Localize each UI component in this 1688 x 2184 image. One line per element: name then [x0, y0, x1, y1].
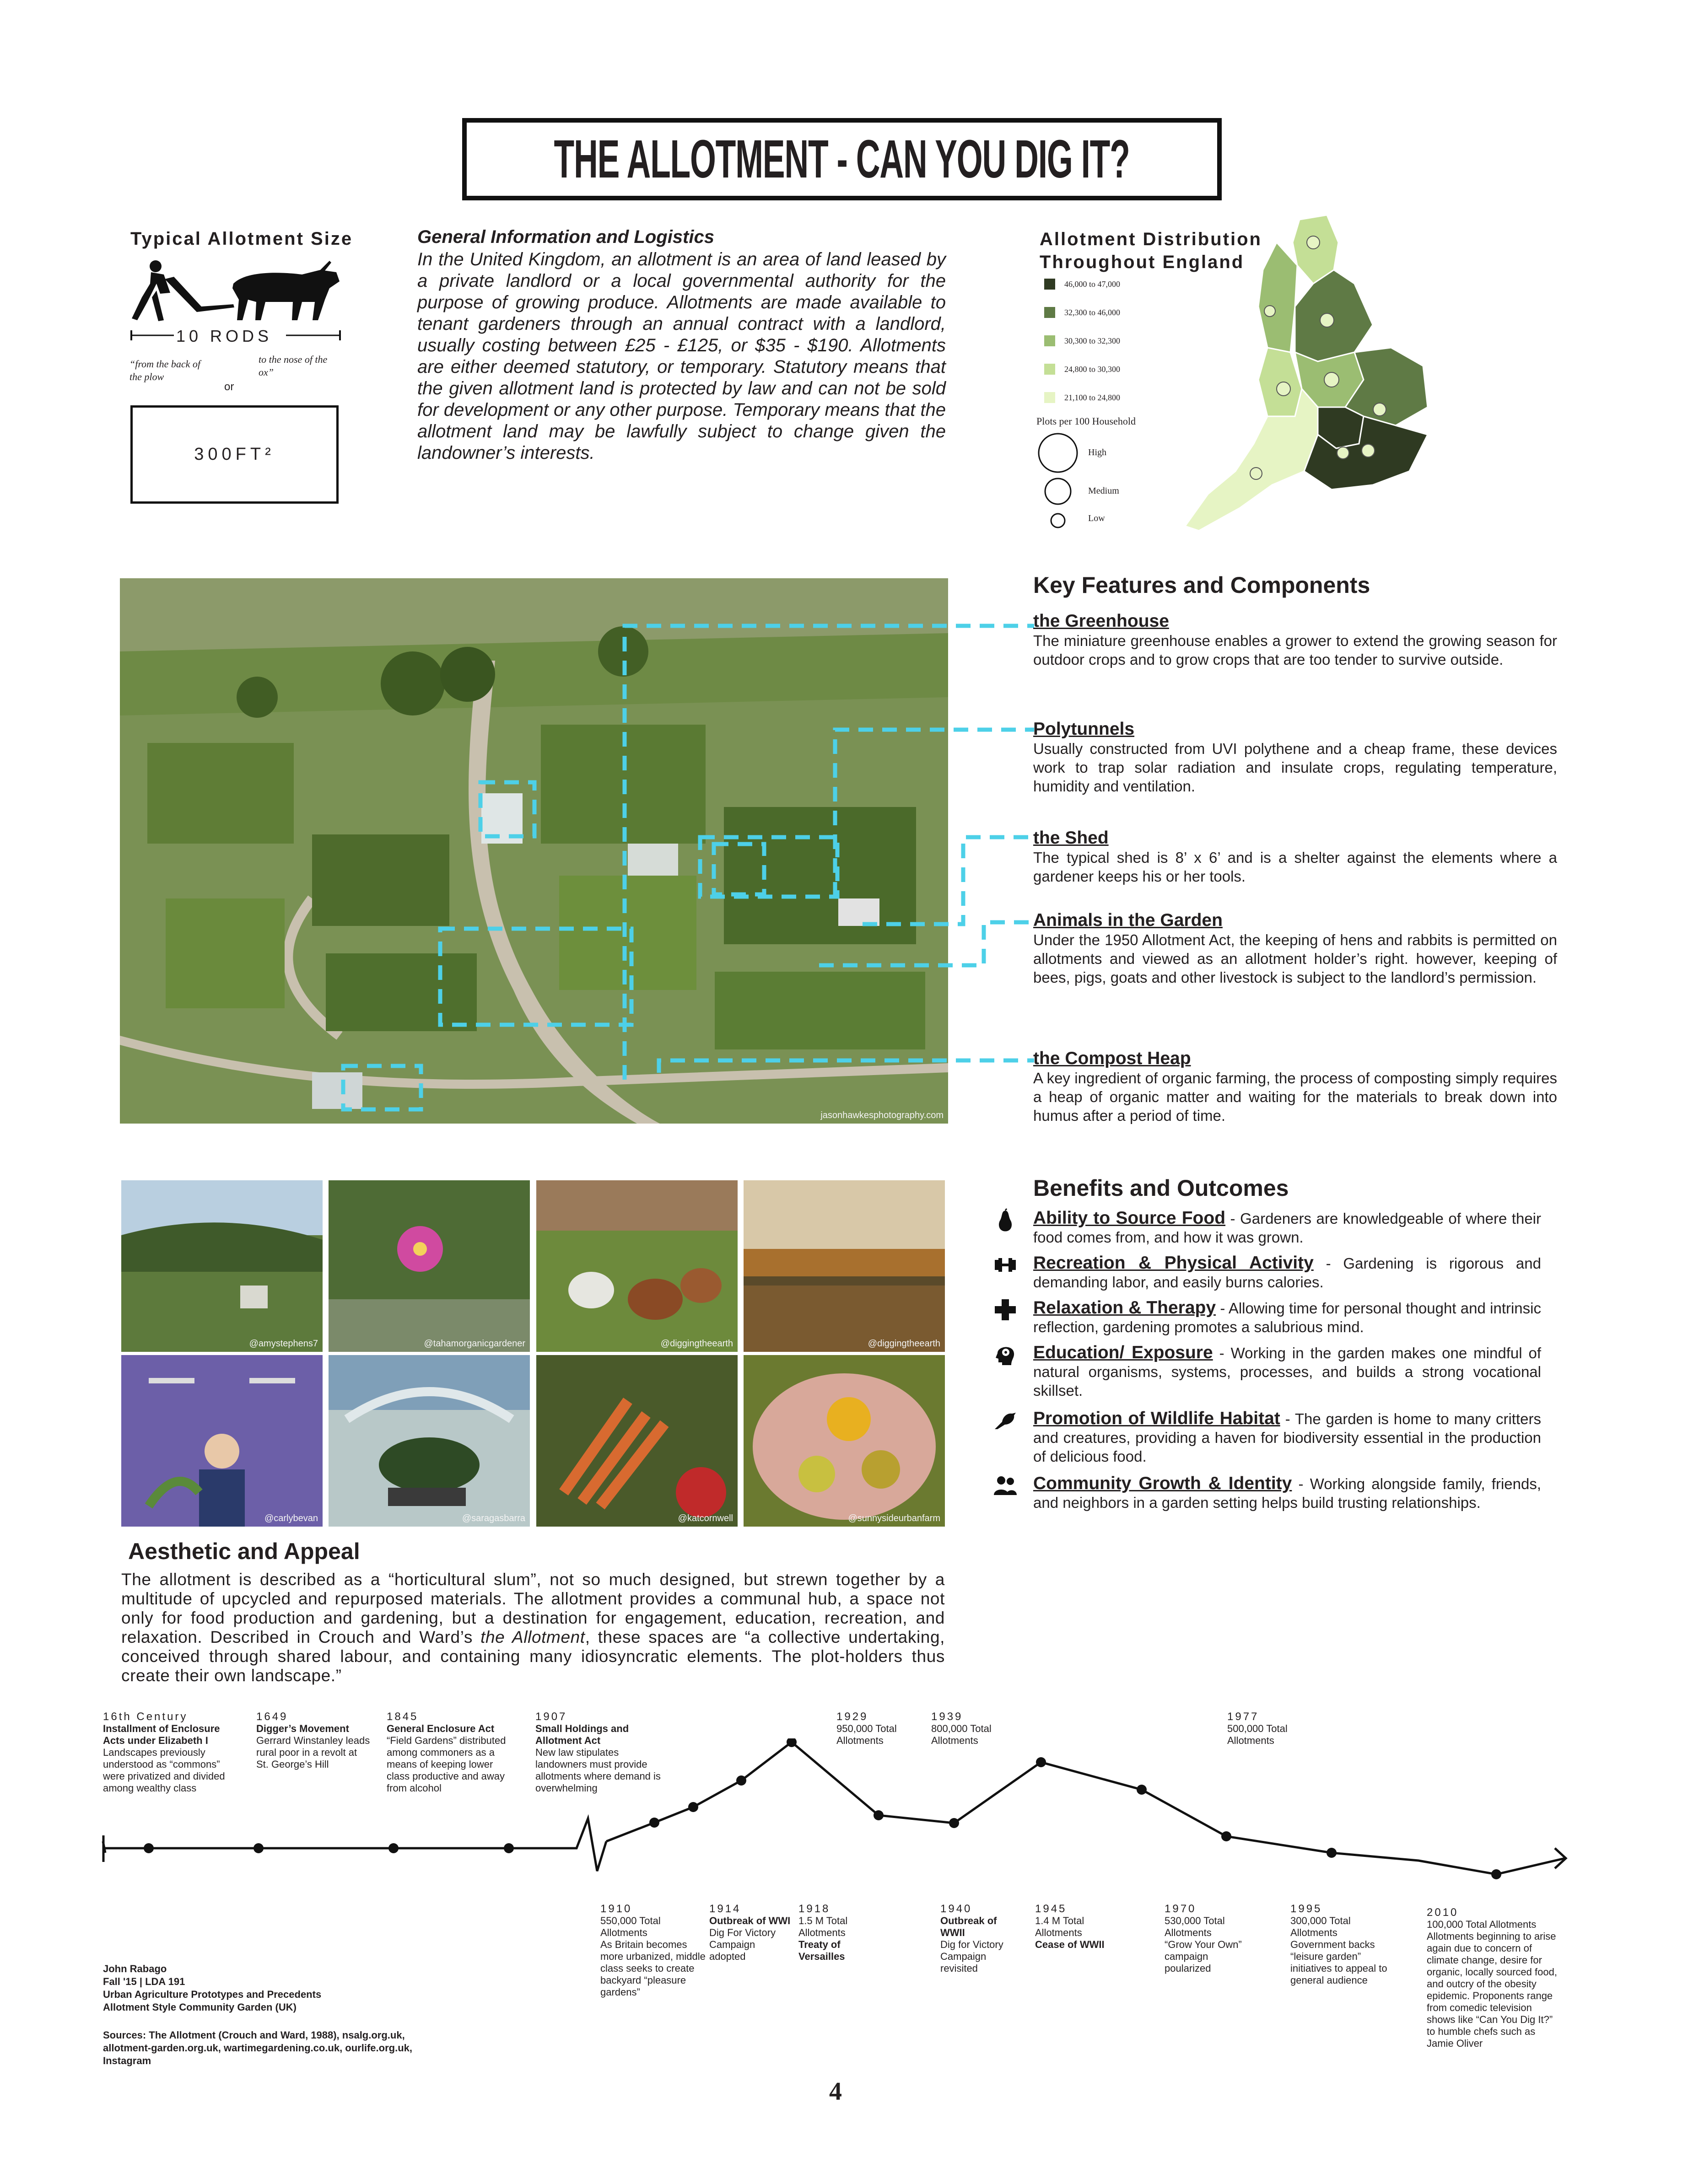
tl-top-1845 [387, 1711, 517, 1794]
tl-dot [388, 1843, 399, 1853]
size-heading: Typical Allotment Size [130, 229, 353, 249]
photo-6 [329, 1355, 530, 1527]
tl-top-1649 [256, 1711, 371, 1770]
aerial-credit: jasonhawkesphotography.com [820, 1110, 944, 1120]
plots-circles [1034, 430, 1084, 531]
brain-head-icon [993, 1342, 1018, 1367]
timeline-chart [0, 1738, 1688, 1921]
legend-row [1044, 270, 1120, 298]
legend-row [1044, 298, 1120, 327]
tl-title: Digger’s Movement [256, 1723, 349, 1734]
photo-credit: @diggingtheearth [868, 1339, 940, 1349]
tl-year: 1940 [940, 1903, 972, 1915]
legend-swatch [1044, 279, 1055, 290]
photo-4-art [744, 1180, 945, 1352]
photo-7 [536, 1355, 738, 1527]
legend-swatch [1044, 364, 1055, 375]
photo-credit: @diggingtheearth [660, 1339, 733, 1349]
general-heading: General Information and Logistics [417, 227, 714, 247]
feature-title: Animals in the Garden [1033, 910, 1223, 930]
feature-polytunnels [1033, 719, 1557, 796]
photo-credit: @katcornwell [678, 1513, 733, 1523]
tl-title: Small Holdings and Allotment Act [535, 1723, 629, 1746]
benefits-heading: Benefits and Outcomes [1033, 1175, 1289, 1201]
feature-compost [1033, 1049, 1557, 1125]
benefit-title: Education/ Exposure [1033, 1343, 1213, 1362]
tl-year: 1977 [1227, 1711, 1259, 1723]
photo-credit: @sunnysideurbanfarm [848, 1513, 940, 1523]
tl-text: 1.5 M Total Allotments [798, 1915, 848, 1938]
tl-dot [144, 1843, 154, 1853]
benefit-wildlife: Promotion of Wildlife Habitat - The garden is home to many critters and creatures, providing a haven for biodiversity essential in the production of delicious food. [1033, 1409, 1541, 1465]
feature-title: the Compost Heap [1033, 1049, 1191, 1068]
aesthetic-heading: Aesthetic and Appeal [128, 1538, 360, 1564]
tl-dot [649, 1818, 659, 1828]
people-icon [993, 1473, 1018, 1498]
tl-sub: Dig For Victory Campaign adopted [709, 1927, 776, 1962]
credit-class: Urban Agriculture Prototypes and Precedents [103, 1989, 322, 2000]
tl-year: 1845 [387, 1711, 419, 1723]
tl-dot [1491, 1869, 1501, 1879]
tl-dot [736, 1775, 746, 1786]
photo-5 [121, 1355, 323, 1527]
feature-title: Polytunnels [1033, 719, 1135, 739]
quote-right: to the nose of the ox” [259, 354, 328, 378]
tl-text: 500,000 Total Allotments [1227, 1723, 1288, 1746]
photo-credit: @saragasbarra [462, 1513, 525, 1523]
photo-3-art [536, 1180, 738, 1352]
feature-animals [1033, 910, 1557, 987]
tl-title: General Enclosure Act [387, 1723, 495, 1734]
title-box [462, 118, 1222, 200]
page-title: THE ALLOTMENT - CAN YOU DIG IT? [554, 129, 1130, 189]
legend-label: 32,300 to 46,000 [1064, 307, 1121, 317]
legend-swatch [1044, 392, 1055, 403]
tl-top-1907 [535, 1711, 673, 1794]
tl-bottom-1995 [1290, 1903, 1391, 1986]
feature-text: Usually constructed from UVI polythene and a cheap frame, these devices work to trap solar radiation and insulate crops, regulating temperature, humidity and ventilation. [1033, 740, 1557, 795]
legend-label: 30,300 to 32,300 [1064, 336, 1121, 345]
photo-5-art [121, 1355, 323, 1527]
credits-block [103, 1963, 423, 2014]
tl-text: Landscapes previously understood as “commons” were privatized and divided among wealthy class [103, 1747, 225, 1794]
credits-sources: Sources: The Allotment (Crouch and Ward, 1988), nsalg.org.uk, allotment-garden.org.uk, wartimegardening.co.uk, ourlife.org.uk, Instagram [103, 2029, 412, 2066]
benefit-text: Working alongside family, friends, and neighbors in a garden setting helps build trusting relationships. [1033, 1475, 1542, 1511]
photo-credit: @tahamorganicgardener [424, 1339, 525, 1349]
tl-top-16th [103, 1711, 240, 1794]
benefit-education: Education/ Exposure - Working in the garden makes one mindful of natural organisms, systems, processes, and builds a strong vocational skillset. [1033, 1343, 1542, 1399]
tl-bottom-1910 [600, 1903, 708, 1998]
plots-heading: Plots per 100 Household [1036, 415, 1136, 427]
photo-1 [121, 1180, 323, 1352]
tl-text: “Field Gardens” distributed among commoners as a means of keeping lower class productive and away from alcohol [387, 1735, 506, 1794]
feature-text: The typical shed is 8’ x 6’ and is a shelter against the elements where a gardener keeps his or her tools. [1033, 849, 1557, 885]
plow-ox-icon [128, 256, 343, 325]
region-north-west [1258, 242, 1297, 352]
aerial-photo [120, 578, 948, 1124]
photo-8 [744, 1355, 945, 1527]
tl-bottom-1940 [940, 1903, 1023, 1974]
feature-title: the Greenhouse [1033, 611, 1169, 631]
tl-text: 530,000 Total Allotments [1165, 1915, 1225, 1938]
tl-sub: Treaty of Versailles [798, 1939, 845, 1962]
photo-4 [744, 1180, 945, 1352]
benefit-text: Gardening is rigorous and demanding labor, and easily burns calories. [1033, 1255, 1541, 1291]
tl-text: 300,000 Total Allotments [1290, 1915, 1351, 1938]
tl-top-1977 [1227, 1711, 1319, 1747]
feature-text: Under the 1950 Allotment Act, the keeping of hens and rabbits is permitted on allotments and viewed as an allotment holder’s right. however, keeping of bees, pigs, goats and other livestock is subject to the landlord’s permission. [1033, 931, 1557, 986]
benefit-text: The garden is home to many critters and creatures, providing a haven for biodiversity essential in the production of delicious food. [1033, 1410, 1541, 1465]
tl-dot [1137, 1785, 1147, 1795]
benefit-text: Gardeners are knowledgeable of where their food comes from, and how it was grown. [1033, 1210, 1542, 1246]
tl-year: 1649 [256, 1711, 288, 1723]
aesthetic-text-em: the Allotment [480, 1628, 585, 1646]
photo-1-art [121, 1180, 323, 1352]
tl-text: 100,000 Total Allotments [1427, 1919, 1537, 1930]
pear-icon [993, 1208, 1018, 1232]
plot-low: Low [1088, 513, 1105, 523]
tl-text: Gerrard Winstanley leads rural poor in a revolt at St. George’s Hill [256, 1735, 370, 1770]
region-south-west [1185, 389, 1318, 531]
tl-sub: As Britain becomes more urbanized, middle class seeks to create backyard “pleasure gardens” [600, 1939, 706, 1998]
feature-text: The miniature greenhouse enables a grower to extend the growing season for outdoor crops and to grow crops that are too tender to survive outside. [1033, 632, 1557, 668]
tl-text: 1.4 M Total Allotments [1035, 1915, 1084, 1938]
benefit-title: Community Growth & Identity [1033, 1474, 1292, 1493]
region-yorkshire [1295, 270, 1373, 361]
tl-bottom-1945 [1035, 1903, 1127, 1951]
page-number: 4 [829, 2077, 842, 2106]
allotment-trend-line [606, 1742, 1565, 1874]
tl-dot [688, 1802, 698, 1812]
timeline-break [103, 1818, 606, 1871]
quote-left: “from the back of the plow [129, 358, 200, 382]
photo-2-art [329, 1180, 530, 1352]
tl-sub: Government backs “leisure garden” initiatives to appeal to general audience [1290, 1939, 1387, 1986]
legend-label: 24,800 to 30,300 [1064, 364, 1121, 374]
feature-shed [1033, 828, 1557, 886]
area-label: 300FT² [194, 445, 275, 464]
aesthetic-text-a: The allotment is described as a “horticultural slum”, not so much designed, but strewn together by a multitude of upcycled and repurposed materials. The allotment provides a communal hub, a space not only for food production and gardening, but a destination for engagement, education, recreation, and relaxation. Described in Crouch and Ward’s [121, 1570, 945, 1646]
map-heading-line1: Allotment Distribution [1040, 229, 1262, 249]
credit-course: Fall '15 | LDA 191 [103, 1976, 185, 1987]
tl-bottom-1914 [709, 1903, 792, 1963]
tl-dot [1036, 1757, 1046, 1767]
benefit-recreation: Recreation & Physical Activity - Gardening is rigorous and demanding labor, and easily burns calories. [1033, 1253, 1541, 1291]
bird-icon [993, 1408, 1018, 1433]
tl-bottom-2010 [1427, 1907, 1559, 2050]
england-map [1181, 215, 1451, 535]
tl-year: 1970 [1165, 1903, 1197, 1915]
tl-title: Installment of Enclosure Acts under Elizabeth I [103, 1723, 220, 1746]
tl-year: 1918 [798, 1903, 831, 1915]
legend-row [1044, 355, 1120, 383]
tl-year: 1995 [1290, 1903, 1322, 1915]
feature-title: the Shed [1033, 828, 1109, 848]
tl-title: Outbreak of WWII [940, 1915, 997, 1938]
area-box [130, 405, 339, 504]
photo-6-art [329, 1355, 530, 1527]
benefit-text: Allowing time for personal thought and intrinsic reflection, gardening promotes a salubrious mind. [1033, 1300, 1541, 1335]
photo-2 [329, 1180, 530, 1352]
photo-8-art [744, 1355, 945, 1527]
benefit-text: Working in the garden makes one mindful of natural organisms, systems, processes, and builds a strong vocational skillset. [1033, 1345, 1542, 1399]
tl-top-1929 [836, 1711, 928, 1747]
legend-row [1044, 327, 1120, 355]
tl-sub: “Grow Your Own” campaign poularized [1165, 1939, 1242, 1974]
tl-top-1939 [931, 1711, 1023, 1747]
tl-year: 1914 [709, 1903, 741, 1915]
tl-sub: Allotments beginning to arise again due to concern of climate change, desire for organic, locally sourced food, and outcry of the obesity epidemic. Proponents range from comedic television shows like “Can You Dig It?” to humble chefs such as Jamie Oliver [1427, 1931, 1557, 2049]
plot-high: High [1088, 447, 1106, 457]
tl-title: Outbreak of WWI [709, 1915, 791, 1926]
tl-dot [504, 1843, 514, 1853]
dumbbell-icon [993, 1253, 1018, 1277]
tl-year: 2010 [1427, 1906, 1459, 1919]
photo-3 [536, 1180, 738, 1352]
benefit-title: Recreation & Physical Activity [1033, 1253, 1314, 1273]
plus-icon [993, 1297, 1018, 1322]
photo-credit: @amystephens7 [249, 1339, 318, 1349]
map-heading-line2: Throughout England [1040, 252, 1245, 272]
plot-medium: Medium [1088, 486, 1119, 496]
tl-dot [949, 1818, 959, 1828]
benefit-title: Ability to Source Food [1033, 1208, 1226, 1228]
credit-project: Allotment Style Community Garden (UK) [103, 2001, 297, 2013]
benefit-relaxation: Relaxation & Therapy - Allowing time for personal thought and intrinsic reflection, gardening promotes a salubrious mind. [1033, 1298, 1541, 1335]
credit-author: John Rabago [103, 1963, 167, 1974]
photo-7-art [536, 1355, 738, 1527]
tl-year: 1939 [931, 1711, 963, 1723]
map-legend [1044, 270, 1120, 412]
benefit-title: Relaxation & Therapy [1033, 1298, 1216, 1318]
tl-year: 1929 [836, 1711, 868, 1723]
tl-year: 1945 [1035, 1903, 1067, 1915]
tl-text: New law stipulates landowners must provide allotments where demand is overwhelming [535, 1747, 661, 1794]
tl-text: 950,000 Total Allotments [836, 1723, 897, 1746]
or-label: or [224, 381, 234, 393]
tl-dot [253, 1843, 264, 1853]
legend-label: 21,100 to 24,800 [1064, 393, 1121, 402]
legend-label: 46,000 to 47,000 [1064, 279, 1121, 289]
feature-greenhouse [1033, 611, 1557, 669]
tl-bottom-1970 [1165, 1903, 1256, 1974]
feature-text: A key ingredient of organic farming, the process of composting simply requires a heap of organic matter and waiting for the materials to break down into humus after a period of time. [1033, 1070, 1557, 1124]
general-text: In the United Kingdom, an allotment is an area of land leased by a private landlord or a local governmental authority for the purpose of growing produce. Allotments are made available to tenant gardeners through an annual contract with a landlord, usually costing between £25 - £125, or $35 - $190. Allotments are either deemed statutory, or temporary. Statutory means that the given allotment land is protected by law and can not be sold for development or any other purpose. Temporary means that the allotment land may be lawfully subject to change given the landowner’s interests. [417, 249, 946, 463]
aesthetic-text [121, 1570, 945, 1685]
tl-year: 1907 [535, 1711, 567, 1723]
tl-year: 16th Century [103, 1711, 188, 1723]
tl-text: 800,000 Total Allotments [931, 1723, 992, 1746]
tl-sub: Dig for Victory Campaign revisited [940, 1939, 1003, 1974]
photo-credit: @carlybevan [264, 1513, 318, 1523]
tl-dot [1327, 1848, 1337, 1858]
legend-swatch [1044, 335, 1055, 346]
legend-row [1044, 383, 1120, 412]
features-heading: Key Features and Components [1033, 572, 1370, 598]
region-west-midlands [1258, 348, 1302, 416]
aesthetic-text-b: , these spaces are “a collective undertaking, conceived through shared labour, and containing many idiosyncratic elements. The plot-holders thus create their own landscape.” [121, 1628, 945, 1685]
tl-bottom-1918 [798, 1903, 881, 1963]
benefit-community: Community Growth & Identity - Working alongside family, friends, and neighbors in a garden setting helps build trusting relationships. [1033, 1474, 1542, 1511]
tl-dot [1221, 1831, 1231, 1841]
benefit-food: Ability to Source Food - Gardeners are knowledgeable of where their food comes from, and how it was grown. [1033, 1208, 1542, 1246]
tl-text: 550,000 Total Allotments [600, 1915, 661, 1938]
rods-label: 10 RODS [176, 327, 273, 345]
tl-dot [874, 1810, 884, 1820]
tl-sub: Cease of WWII [1035, 1939, 1105, 1950]
legend-swatch [1044, 307, 1055, 318]
tl-year: 1910 [600, 1903, 632, 1915]
benefit-title: Promotion of Wildlife Habitat [1033, 1409, 1280, 1428]
aerial-photo-art [120, 578, 948, 1124]
